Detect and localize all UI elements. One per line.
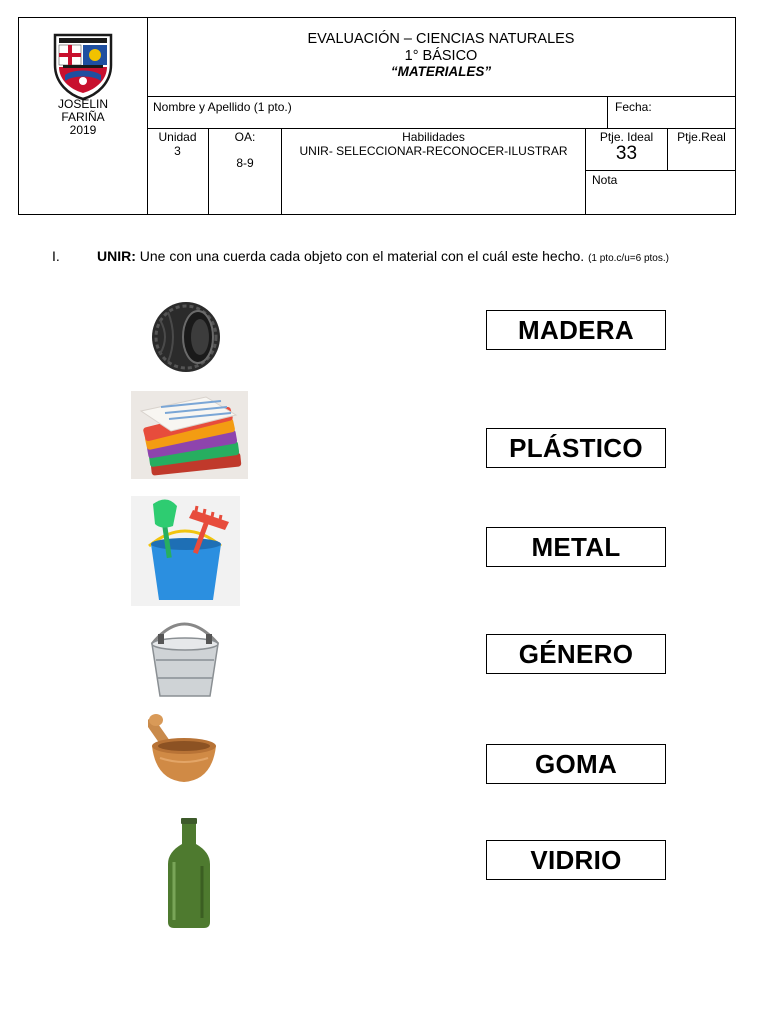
instruction-text: Une con una cuerda cada objeto con el material con el cuál este hecho. [135, 248, 589, 264]
page-title: EVALUACIÓN – CIENCIAS NATURALES [307, 31, 575, 47]
material-madera-box[interactable]: MADERA [486, 310, 666, 350]
habilidades-cell [282, 128, 586, 214]
mortar-pestle-icon[interactable] [148, 714, 220, 784]
glass-bottle-icon[interactable] [164, 818, 214, 930]
material-genero-box[interactable]: GÉNERO [486, 634, 666, 674]
nota-cell[interactable] [586, 171, 735, 214]
grade-label: 1° BÁSICO [404, 47, 478, 64]
unidad-label: Unidad [158, 130, 197, 144]
unidad-cell [147, 128, 209, 214]
material-metal-box[interactable]: METAL [486, 527, 666, 567]
header-table [18, 17, 736, 215]
instruction-number: I. [52, 248, 60, 264]
author-surname: FARIÑA [61, 110, 105, 124]
author-block [19, 98, 147, 137]
info-row [147, 128, 735, 214]
instruction [52, 248, 669, 264]
name-field[interactable] [147, 97, 608, 128]
name-label: Nombre y Apellido (1 pto.) [153, 100, 292, 114]
oa-label: OA: [234, 130, 256, 144]
oa-value: 8-9 [236, 156, 254, 170]
oa-cell [209, 128, 282, 214]
unidad-value: 3 [174, 144, 181, 158]
material-vidrio-box[interactable]: VIDRIO [486, 840, 666, 880]
nota-label: Nota [592, 173, 618, 187]
ptje-real-label: Ptje.Real [677, 130, 726, 144]
date-field[interactable] [608, 97, 735, 128]
material-goma-box[interactable]: GOMA [486, 744, 666, 784]
toy-bucket-icon[interactable] [131, 496, 240, 606]
author-name: JOSELIN [57, 97, 108, 111]
instruction-keyword: UNIR: [97, 248, 136, 264]
ptje-real-cell[interactable] [668, 128, 735, 171]
author-year: 2019 [69, 123, 97, 137]
habilidades-label: Habilidades [402, 130, 465, 144]
metal-bucket-icon[interactable] [144, 614, 226, 700]
habilidades-value: UNIR- SELECCIONAR-RECONOCER-ILUSTRAR [299, 144, 568, 158]
title-area [147, 18, 735, 97]
folded-cloths-icon[interactable] [131, 391, 248, 479]
ptje-ideal-value: 33 [615, 143, 638, 164]
student-row [147, 97, 735, 129]
tire-icon[interactable] [150, 300, 222, 374]
instruction-points: (1 pto.c/u=6 ptos.) [588, 253, 669, 264]
ptje-ideal-label: Ptje. Ideal [599, 130, 654, 144]
page-subtitle: “MATERIALES” [390, 64, 492, 79]
school-cell [19, 18, 148, 214]
school-crest-logo [51, 31, 115, 101]
material-plastico-box[interactable]: PLÁSTICO [486, 428, 666, 468]
date-label: Fecha: [615, 100, 652, 114]
ptje-ideal-cell [586, 128, 668, 171]
